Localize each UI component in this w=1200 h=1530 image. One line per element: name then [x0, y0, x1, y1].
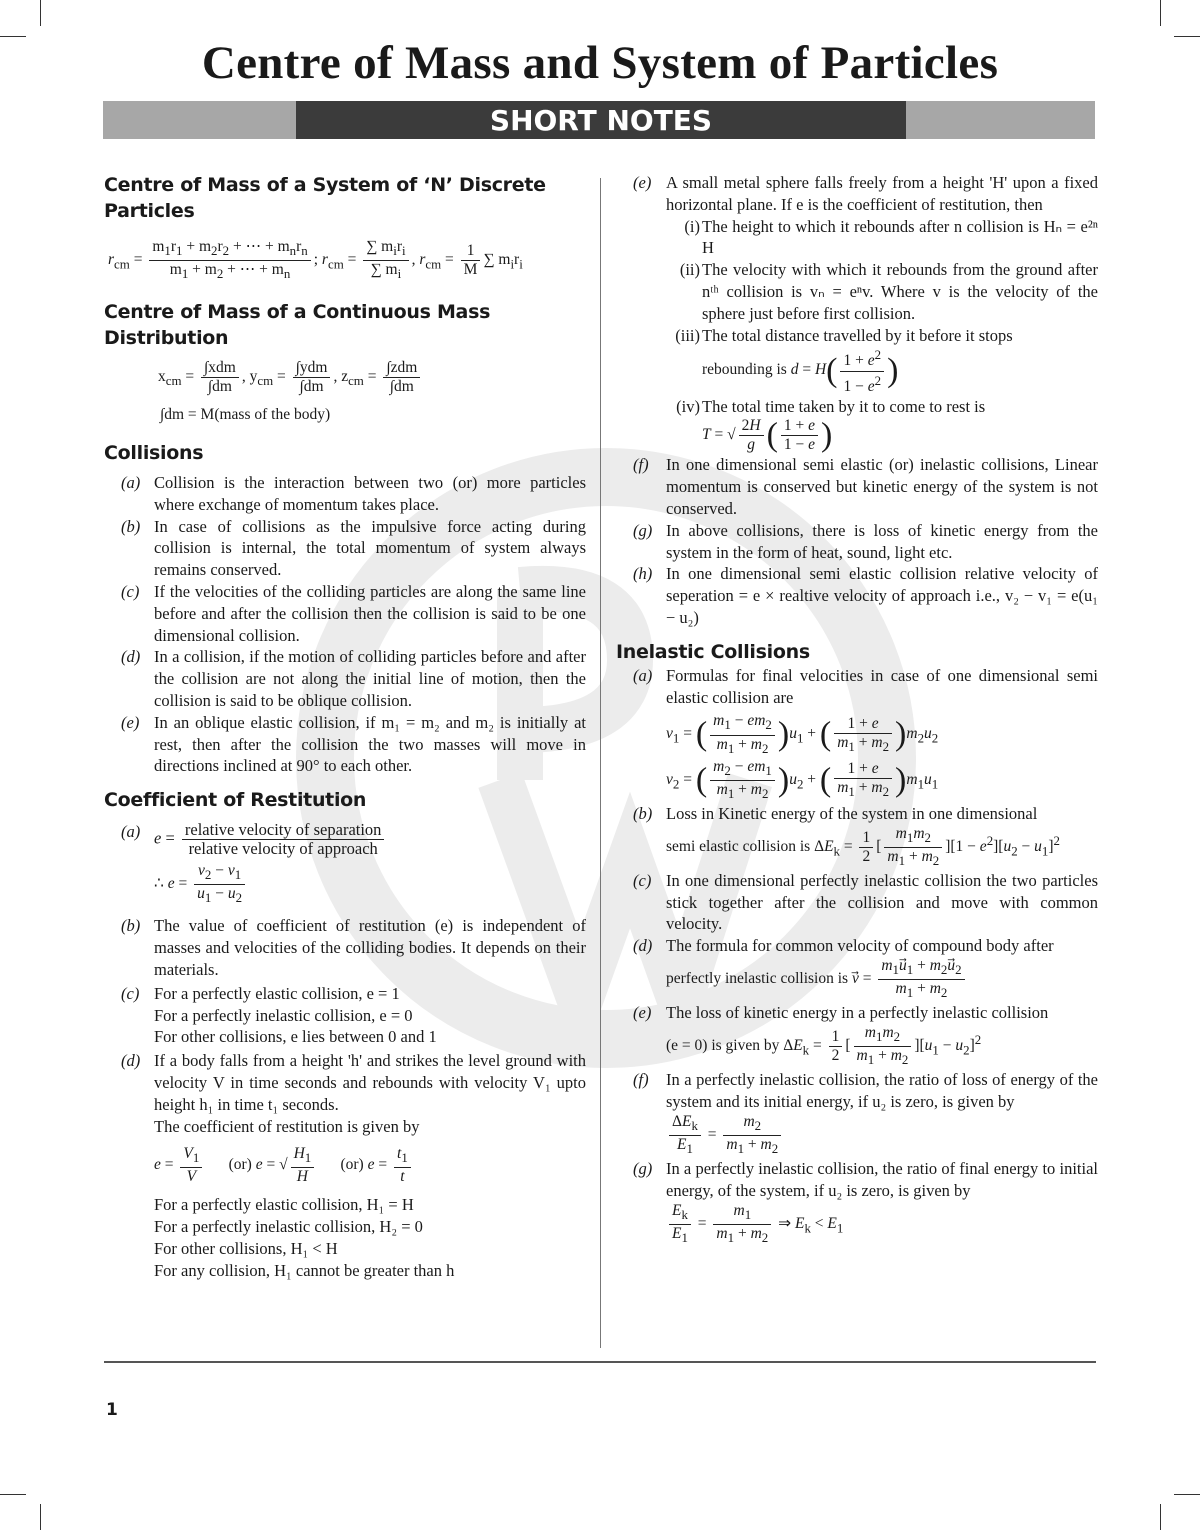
- ke-loss-inelastic-formula: (e = 0) is given by $\Delta E_k$ = $\frac{1}{2}$ [ $\frac{m_1m_2}{m_1 + m_2}$ ]$[u_1 - u_2]^2$: [666, 1023, 982, 1068]
- sub-item: (i) The height to which it rebounds after n collision is Hₙ = e²ⁿ H: [684, 216, 1098, 258]
- list-item: (d) In a collision, if the motion of colliding particles before and after the collision are not along the initial line of motion, then the collision is said to be oblique collision.: [121, 647, 586, 710]
- page-title: Centre of Mass and System of Particles: [201, 37, 999, 89]
- list-item: (c) For a perfectly elastic collision, e = 1 For a perfectly inelastic collision, e = 0 For other collisions, e lies between 0 and 1: [121, 983, 437, 1047]
- list-item: (b) The value of coefficient of restitution (e) is independent of masses and velocities of the colliding bodies. It depends on their materials.: [121, 916, 586, 979]
- crop-mark: [40, 1504, 41, 1530]
- section-heading: Coefficient of Restitution: [104, 789, 367, 812]
- list-item: (f) In a perfectly inelastic collision, the ratio of loss of energy of the system and its initial energy, if u₂ is zero, is given by $\frac{\Delta E_k}{E_1}$ = $\frac{m_2}{m_1 + m_2}$: [633, 1070, 1098, 1156]
- collisions-list: [104, 472, 586, 777]
- final-velocity-v2-formula: $v_2$ = ( $\frac{m_2 - em_1}{m_1 + m_2}$ )$u_2$ + ( $\frac{1 + e}{m_1 + m_2}$ )$m_1u_1$: [666, 757, 939, 801]
- list-item: (g) In above collisions, there is loss of kinetic energy from the system in the form of heat, sound, light etc.: [633, 520, 1098, 562]
- list-item: (g) In a perfectly inelastic collision, the ratio of final energy to initial energy, of the system, if u₂ is zero, is given by $\frac{E_k}{E_1}$ = $\frac{m_1}{m_1 + m_2}$ ⇒ $E_k < E_1$: [633, 1158, 1098, 1245]
- list-item: (e) In an oblique elastic collision, if m₁ = m₂ and m₂ is initially at rest, then after the collision the two masses will move in directions inclined at 90° to each other.: [121, 712, 586, 776]
- section-heading: Centre of Mass of a Continuous Mass Distribution: [104, 301, 491, 350]
- crop-mark: [1160, 0, 1161, 26]
- sub-item: (iii) The total distance travelled by it before it stops rebounding is d = H( $\frac{1 + e^2}{1 - e^2}$ ): [616, 325, 1098, 396]
- list-item: (c) In one dimensional perfectly inelastic collision the two particles stick together after the collision and move with common velocity.: [633, 870, 1098, 934]
- list-item: (c) If the velocities of the colliding particles are along the same line before and after the collision then the collision is said to be one dimensional collision.: [121, 581, 586, 645]
- sub-item: (iv) The total time taken by it to come to rest is T = √ $\frac{2H}{g}$ ( $\frac{1 + e}{1 - e}$ ): [616, 396, 1098, 455]
- bottom-rule: [104, 1361, 1096, 1363]
- list-item: (e) The loss of kinetic energy in a perfectly inelastic collision (e = 0) is given by $\Delta E_k$ = $\frac{1}{2}$ [ $\frac{m_1m_2}{m_1 + m_2}$ ]$[u_1 - u_2]^2$: [616, 1002, 1098, 1069]
- list-item: (e) A small metal sphere falls freely from a height 'H' upon a fixed horizontal plane. If e is the coefficient of restitution, then: [633, 173, 1098, 214]
- section-heading: Collisions: [104, 441, 204, 464]
- list-item: (f) In one dimensional semi elastic (or) inelastic collisions, Linear momentum is conserved but kinetic energy of the system is not conserved.: [633, 455, 1098, 519]
- list-item: (d) The formula for common velocity of compound body after perfectly inelastic collision is v⃗ = $\frac{m_1u_1 + m_2u_2}{m_1 + m_2}$: [616, 935, 1098, 1002]
- list-item: (d) If a body falls from a height 'h' and strikes the level ground with velocity V in time seconds and rebounds with velocity V₁ upto height h₁ in time t₁ seconds. The coefficient of restitution is given by e = $\frac{V_1}{V}$ (or) e = √ $\frac{H_1}{H}$ (or) e = $\frac{t_1}{t}$ For a perfectly elastic collision, H₁ = H For a perfectly inelastic collision, H₂ = 0 For other collisions, H₁ < H For any collision, H₁ cannot be greater than h: [121, 1051, 586, 1280]
- page-number: 1: [106, 1400, 118, 1420]
- energy-ratio-formula: $\frac{E_k}{E_1}$ = $\frac{m_1}{m_1 + m_2}$ ⇒ $E_k < E_1$: [666, 1202, 1098, 1247]
- energy-loss-ratio-formula: $\frac{\Delta E_k}{E_1}$ = $\frac{m_2}{m_1 + m_2}$: [666, 1113, 1098, 1158]
- right-column: [616, 172, 1098, 1247]
- crop-mark: [1174, 1494, 1200, 1495]
- mass-integral: ∫dm = M(mass of the body): [160, 406, 331, 424]
- crop-mark: [1160, 1504, 1161, 1530]
- total-distance-formula: rebounding is d = H( $\frac{1 + e^2}{1 - e^2}$ ): [702, 347, 899, 395]
- ke-loss-semi-elastic-formula: semi elastic collision is $\Delta E_k$ = $\frac{1}{2}$ [ $\frac{m_1m_2}{m_1 + m_2}$ ]$[1 - e^2][u_2 - u_1]^2$: [666, 824, 1060, 868]
- list-item: (a) e = $\frac{\text{relative velocity of separation}}{\text{relative velocity of approach}}$: [104, 821, 586, 858]
- list-item: (a) Formulas for final velocities in case of one dimensional semi elastic collision are $v_1$ = ( $\frac{m_1 - em_2}{m_1 + m_2}$ )$u_1$ + ( $\frac{1 + e}{m_1 + m_2}$ )$m_2u_2$ $v_2$ = ( $\frac{m_2 - em_1}{m_1 + m_2}$ )$u_2$ + ( $\frac{1 + e}{m_1 + m_2}$ )$m_1u_1$: [633, 665, 1098, 801]
- column-divider: [600, 178, 601, 1348]
- discrete-com-formula: $r_{cm}$ = $\frac{m_1r_1 + m_2r_2 + \cdots + m_nr_n}{m_1 + m_2 + \cdots + m_n}$ ; $r_{cm}$ = $\frac{\sum m_ir_i}{\sum m_i}$ , $r_{cm}$ = $\frac{1}{M}$ ∑ $m_ir_i$: [108, 238, 523, 282]
- final-velocity-v1-formula: $v_1$ = ( $\frac{m_1 - em_2}{m_1 + m_2}$ )$u_1$ + ( $\frac{1 + e}{m_1 + m_2}$ )$m_2u_2$: [666, 712, 939, 756]
- list-item: (a) Collision is the interaction between two (or) more particles where exchange of momentum takes place.: [121, 472, 586, 514]
- short-notes-banner: SHORT NOTES: [296, 101, 906, 139]
- crop-mark: [0, 1494, 26, 1495]
- list-item: (b) Loss in Kinetic energy of the system in one dimensional semi elastic collision is $\Delta E_k$ = $\frac{1}{2}$ [ $\frac{m_1m_2}{m_1 + m_2}$ ]$[1 - e^2][u_2 - u_1]^2$: [616, 803, 1098, 870]
- restitution-formula: ∴ e = $\frac{v_2 - v_1}{u_1 - u_2}$: [104, 862, 586, 907]
- list-item: (b) In case of collisions as the impulsive force acting during collision is internal, the total momentum of system always remains conserved.: [121, 516, 586, 580]
- restitution-height-formula: e = $\frac{V_1}{V}$ (or) e = √ $\frac{H_1}{H}$ (or) e = $\frac{t_1}{t}$: [154, 1145, 586, 1186]
- left-column: [104, 172, 586, 1282]
- common-velocity-formula: perfectly inelastic collision is v⃗ = $\frac{m_1u_1 + m_2u_2}{m_1 + m_2}$: [666, 957, 1098, 1002]
- sub-item: (ii) The velocity with which it rebounds from the ground after nᵗʰ collision is vₙ = eⁿv. Where v is the velocity of the sphere just before first collision.: [679, 260, 1098, 323]
- section-heading: Centre of Mass of a System of ‘N’ Discrete Particles: [104, 174, 546, 222]
- crop-mark: [40, 0, 41, 26]
- total-time-formula: T = √ $\frac{2H}{g}$ ( $\frac{1 + e}{1 - e}$ ): [702, 417, 833, 455]
- list-item: (h) In one dimensional semi elastic collision relative velocity of seperation = e × realtive velocity of approach i.e., v₂ − v₁ = e(u₁ − u₂): [633, 564, 1098, 628]
- section-heading: Inelastic Collisions: [616, 640, 810, 663]
- continuous-com-formula: $x_{cm}$ = $\frac{\text{∫xdm}}{\int dm}$ , $y_{cm}$ = $\frac{\text{∫ydm}}{\int dm}$ , $z_{cm}$ = $\frac{\text{∫zdm}}{\int dm}$: [158, 359, 586, 396]
